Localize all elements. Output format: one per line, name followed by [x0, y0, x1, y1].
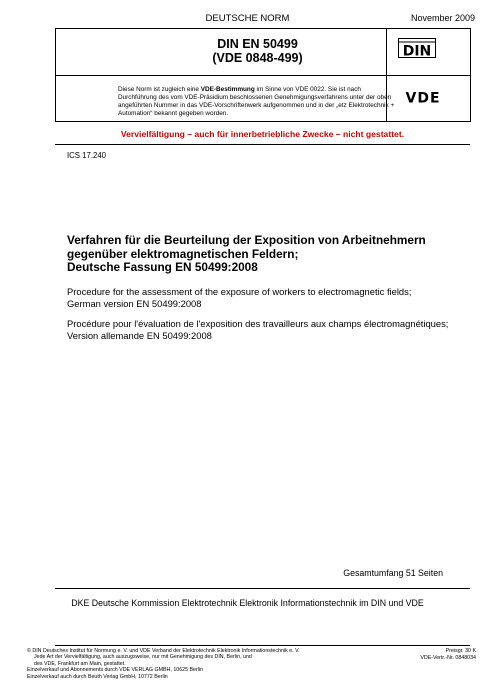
din-logo-text: DIN [402, 43, 432, 58]
dke-rule-top [55, 588, 470, 589]
vde-logo [399, 90, 447, 104]
footer-price: Preisgr. 30 K VDE-Vertr.-Nr. 0848034 [420, 648, 476, 661]
vde-logo-text: VDE [405, 90, 441, 104]
dke-line: DKE Deutsche Kommission Elektrotechnik Elektronik Informationstechnik im DIN und VDE [71, 598, 424, 608]
title-frame-separator [55, 75, 470, 76]
reproduction-warning: Vervielfältigung – auch für innerbetriebliche Zwecke – nicht gestattet. [120, 129, 405, 139]
din-logo [398, 38, 436, 58]
norm-label: DEUTSCHE NORM [205, 13, 290, 24]
german-title: Verfahren für die Beurteilung der Exposition von Arbeitnehmern gegenüber elektromagnetischen Feldern; Deutsche Fassung EN 50499:2008 [67, 233, 426, 275]
ics-code: ICS 17.240 [67, 151, 107, 160]
footer-copyright: © DIN Deutsches Institut für Normung e. V. und VDE Verband der Elektrotechnik Elektronik Informationstechnik e. V. Jede Art der Vervielfältigung, auch auszugsweise, nur mit Genehmigung des DIN, Berlin, und des VDE, Frankfurt am Main, gestattet. Einzelverkauf und Abonnements durch VDE VERLAG GMBH, 10625 Berlin Einzelverkauf auch durch Beuth Verlag GmbH, 10772 Berlin [27, 648, 300, 680]
footer-rule [55, 645, 470, 646]
vde-classification: (VDE 0848-499) [212, 51, 303, 65]
english-title: Procedure for the assessment of the exposure of workers to electromagnetic fields; German version EN 50499:2008 [67, 286, 412, 309]
total-pages: Gesamtumfang 51 Seiten [343, 568, 443, 578]
warning-rule [55, 144, 470, 145]
standard-number: DIN EN 50499 [217, 37, 298, 51]
issue-date: November 2009 [410, 13, 475, 23]
vde-notice: Diese Norm ist zugleich eine VDE-Bestimmung im Sinne von VDE 0022. Sie ist nach Durchführung des vom VDE-Präsidium beschlossenen Genehmigungsverfahrens unter der oben angeführten Nummer in das VDE-Vorschriftenwerk aufgenommen und in der „etz Elektrotechnik + Automation“ bekannt gegeben worden. [118, 86, 395, 117]
french-title: Procédure pour l'évaluation de l'exposition des travailleurs aux champs électromagnétiques; Version allemande EN 50499:2008 [67, 318, 449, 341]
